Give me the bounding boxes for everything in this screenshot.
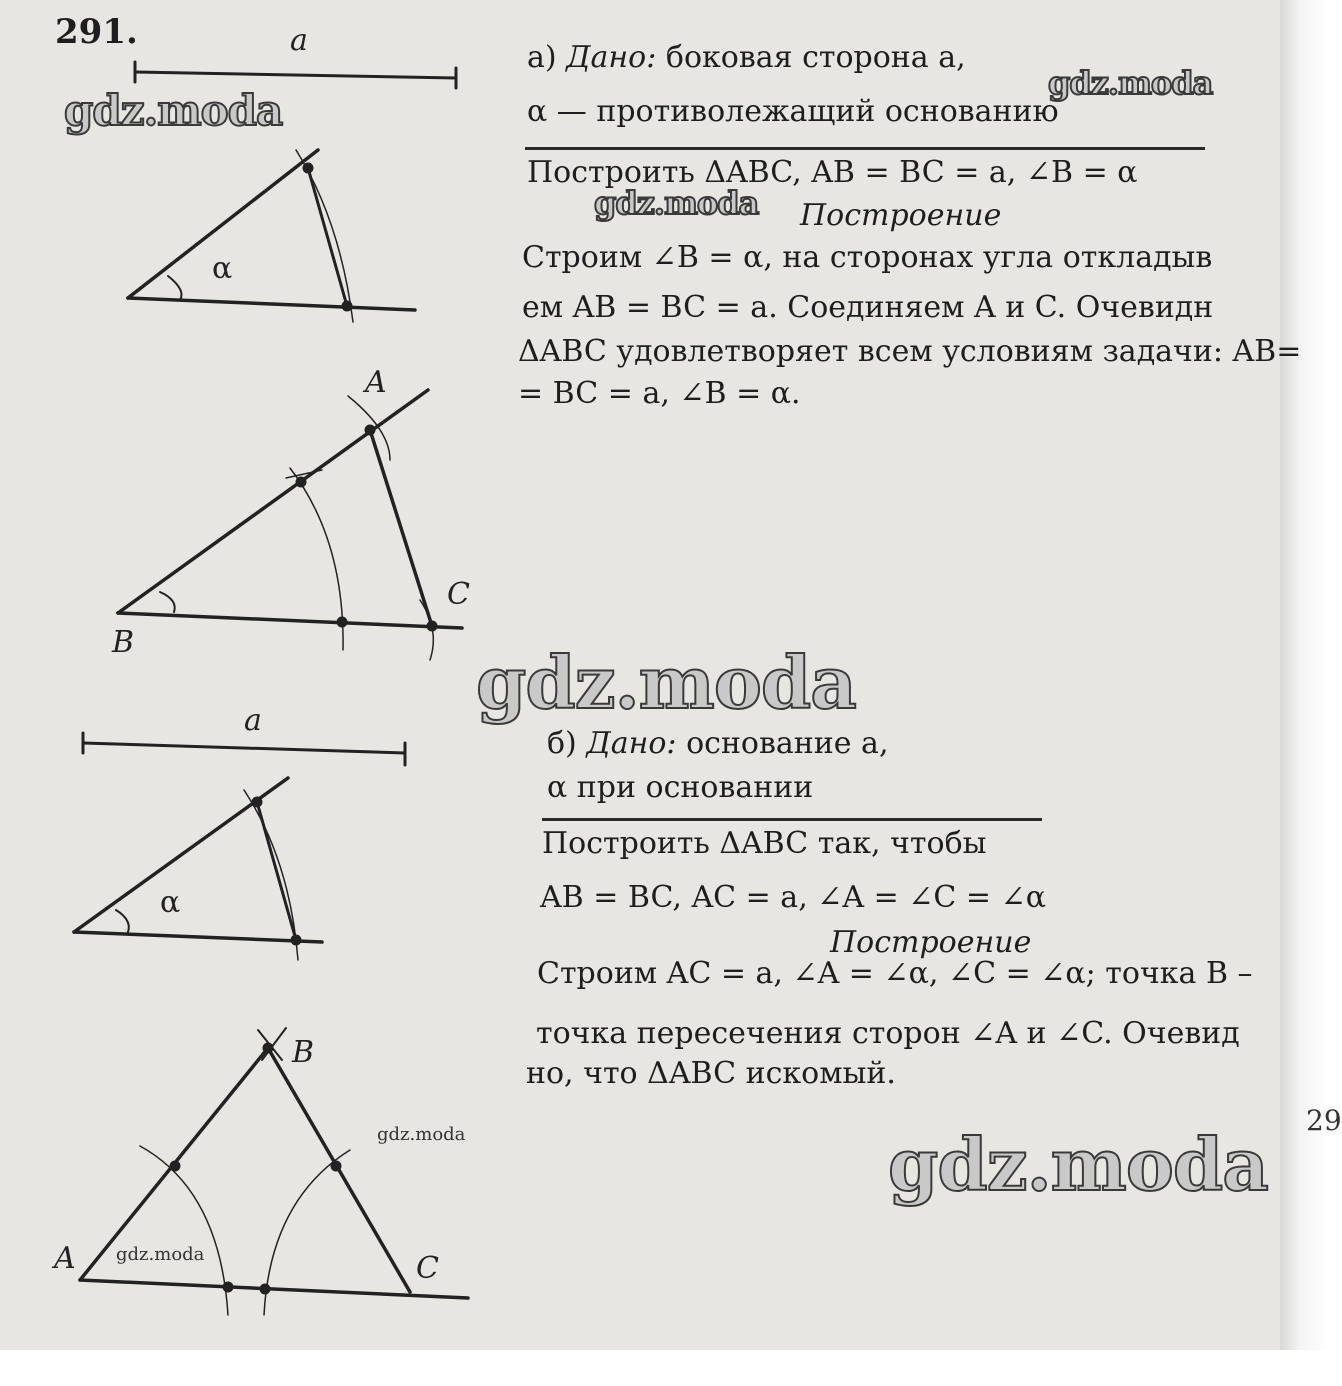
watermark-3: gdz.moda bbox=[594, 184, 759, 222]
page-number: 29 bbox=[1306, 1104, 1342, 1137]
watermark-7: gdz.moda bbox=[116, 1244, 205, 1265]
triangle-a-side-AC bbox=[370, 430, 432, 626]
part-b-rule bbox=[542, 818, 1042, 821]
part-a-given-line1: боковая сторона a, bbox=[665, 40, 966, 75]
part-b-find-line2: AB = BC, AC = a, ∠A = ∠C = ∠α bbox=[540, 880, 1046, 915]
label-B-top: B bbox=[112, 625, 135, 660]
part-b-body-line1: Строим AC = a, ∠A = ∠α, ∠C = ∠α; точка B – bbox=[537, 956, 1253, 991]
part-b-label: б) bbox=[547, 726, 577, 761]
problem-number: 291. bbox=[55, 12, 138, 52]
label-C-top: C bbox=[447, 577, 470, 612]
watermark-4: gdz.moda bbox=[476, 640, 856, 725]
part-a-body-line4: = BC = a, ∠B = α. bbox=[518, 376, 801, 411]
watermark-2: gdz.moda bbox=[1048, 64, 1213, 102]
part-a-find: Построить ΔABC, AB = BC = a, ∠B = α bbox=[527, 155, 1138, 190]
segment-a-top bbox=[135, 72, 456, 78]
segment-a-middle bbox=[83, 743, 405, 753]
part-b-given-word: Дано: bbox=[586, 726, 677, 761]
part-a-given bbox=[527, 40, 966, 76]
angle-alpha-2-ray-1 bbox=[74, 932, 322, 942]
part-a-given-line2: α — противолежащий основанию bbox=[527, 94, 1059, 129]
part-b-body-line3: но, что ΔABC искомый. bbox=[526, 1056, 896, 1091]
label-alpha-middle: α bbox=[160, 885, 181, 920]
part-b-find-line1: Построить ΔABC так, чтобы bbox=[542, 826, 987, 861]
label-A-bottom: A bbox=[54, 1241, 76, 1276]
part-b-given bbox=[547, 726, 888, 762]
watermark-6: gdz.moda bbox=[377, 1124, 466, 1145]
triangle-a-base-ray bbox=[118, 613, 462, 628]
part-a-rule bbox=[525, 147, 1205, 150]
label-B-bottom: B bbox=[292, 1035, 315, 1070]
part-b-given-line2: α при основании bbox=[547, 770, 814, 805]
angle-alpha-chord bbox=[308, 168, 347, 306]
part-b-heading: Построение bbox=[830, 925, 1032, 960]
triangle-a-side-ray bbox=[118, 390, 428, 613]
part-a-given-word: Дано: bbox=[566, 40, 657, 75]
watermark-5: gdz.moda bbox=[888, 1122, 1268, 1207]
label-alpha-top: α bbox=[212, 251, 233, 286]
part-b-given-line1: основание a, bbox=[686, 726, 889, 761]
part-b-body-line2: точка пересечения сторон ∠A и ∠C. Очевид bbox=[536, 1016, 1240, 1051]
part-a-body-line1: Строим ∠B = α, на сторонах угла откладыв bbox=[522, 240, 1213, 275]
label-C-bottom: C bbox=[416, 1251, 439, 1286]
label-segment-a-middle: a bbox=[244, 703, 262, 738]
part-a-body-line2: ем AB = BC = a. Соединяем A и C. Очевидн bbox=[522, 290, 1214, 325]
label-segment-a-top: a bbox=[290, 23, 308, 58]
part-a-label: а) bbox=[527, 40, 557, 75]
watermark-1: gdz.moda bbox=[64, 86, 283, 135]
label-A-top: A bbox=[365, 365, 387, 400]
angle-alpha-ray-1 bbox=[128, 298, 415, 310]
part-a-body-line3: ΔABC удовлетворяет всем условиям задачи: AB= bbox=[518, 334, 1302, 369]
part-a-heading: Построение bbox=[800, 198, 1002, 233]
